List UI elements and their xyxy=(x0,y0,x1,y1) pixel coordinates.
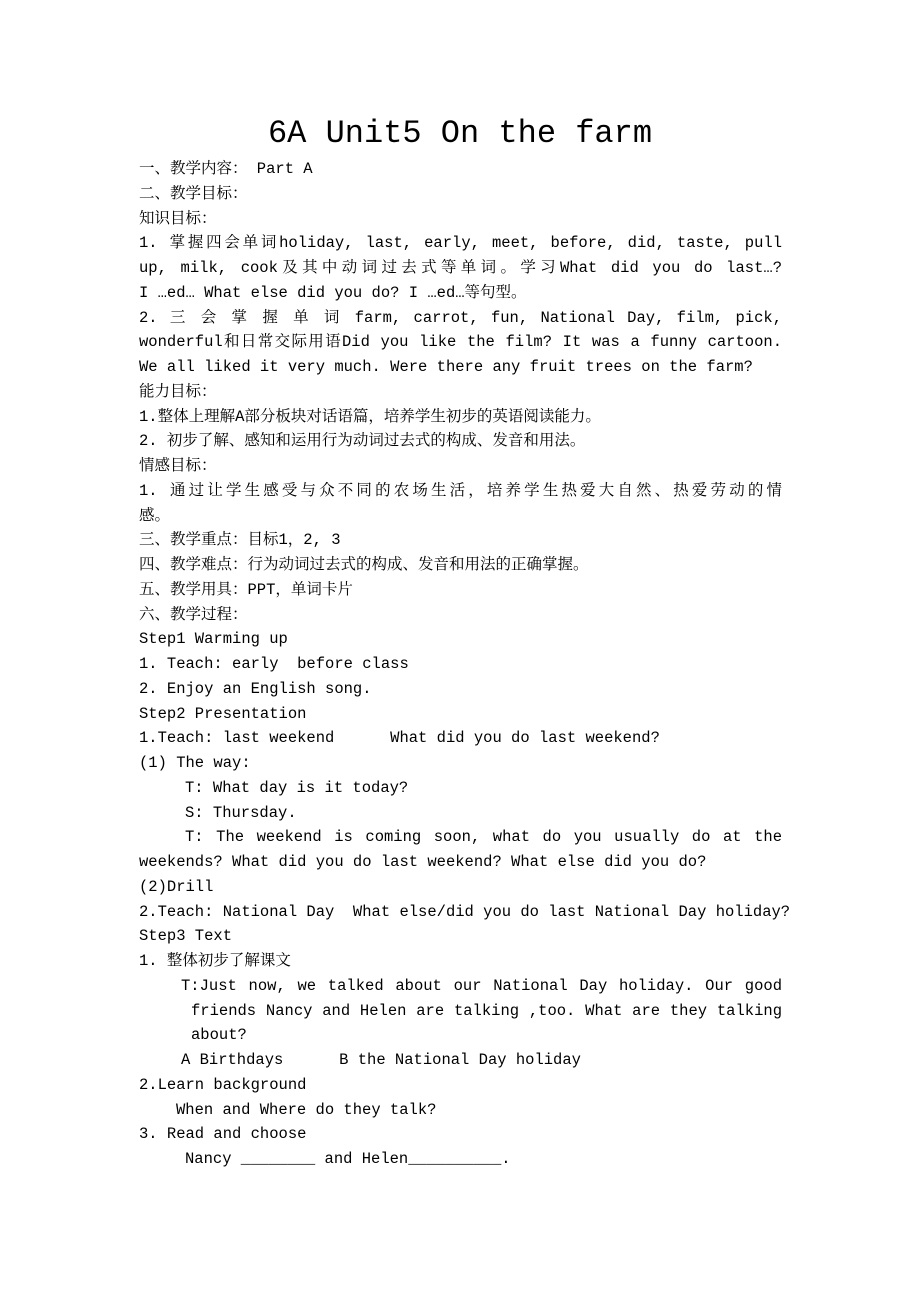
text-line: 能力目标： xyxy=(139,382,217,401)
text-line: 二、教学目标： xyxy=(139,184,248,203)
text-line: 2.Teach: National Day What else/did you do last National Day holiday? xyxy=(139,902,791,921)
text-line: 一、教学内容： Part A xyxy=(139,160,313,178)
text-line: T: The weekend is coming soon, what do you usually do at the xyxy=(185,828,782,847)
document-body xyxy=(139,157,791,1172)
text-line: 三、教学重点：目标1，2, 3 xyxy=(139,531,341,550)
text-line: (2)Drill xyxy=(139,877,214,896)
text-line: A Birthdays B the National Day holiday xyxy=(181,1051,581,1069)
text-line: S: Thursday. xyxy=(185,803,297,822)
text-line: 2.Learn background xyxy=(139,1075,307,1094)
text-line: 1. Teach: early before class xyxy=(139,655,409,673)
text-line: When and Where do they talk? xyxy=(176,1100,437,1119)
text-line: We all liked it very much. Were there any fruit trees on the farm? xyxy=(139,358,753,376)
text-line: 六、教学过程： xyxy=(139,605,248,624)
text-line: up, milk, cook及其中动词过去式等单词。学习What did you do last…? xyxy=(139,259,782,277)
text-line: Step1 Warming up xyxy=(139,630,288,649)
text-line: 1. 通过让学生感受与众不同的农场生活，培养学生热爱大自然、热爱劳动的情 xyxy=(139,481,782,500)
text-line: Step3 Text xyxy=(139,927,233,946)
text-line: 情感目标： xyxy=(139,457,217,475)
text-line: 2. 初步了解、感知和运用行为动词过去式的构成、发音和用法。 xyxy=(139,432,586,451)
text-line: 2. Enjoy an English song. xyxy=(139,679,372,698)
text-line: (1) The way: xyxy=(139,754,251,772)
text-line: 知识目标： xyxy=(139,209,217,228)
text-line: 1.Teach: last weekend What did you do last weekend? xyxy=(139,729,660,748)
text-line: I …ed… What else did you do? I …ed…等句型。 xyxy=(139,283,527,302)
text-line: 3. Read and choose xyxy=(139,1125,307,1144)
document-title: 6A Unit5 On the farm xyxy=(267,115,653,152)
text-line: 四、教学难点：行为动词过去式的构成、发音和用法的正确掌握。 xyxy=(139,556,589,574)
text-line: friends Nancy and Helen are talking ,too. What are they talking xyxy=(191,1001,782,1020)
text-line: wonderful和日常交际用语Did you like the film? It was a funny cartoon. xyxy=(139,333,782,352)
text-line: Step2 Presentation xyxy=(139,704,307,723)
text-line: 感。 xyxy=(139,506,171,525)
text-line: 五、教学用具：PPT，单词卡片 xyxy=(139,580,353,599)
text-line: Nancy ________ and Helen__________. xyxy=(185,1150,511,1168)
text-line: T:Just now, we talked about our National Day holiday. Our good xyxy=(181,976,782,995)
text-line: about? xyxy=(191,1026,247,1045)
text-line: 1. 掌握四会单词holiday, last, early, meet, before, did, taste, pull xyxy=(139,234,782,253)
text-line: 1.整体上理解A部分板块对话语篇，培养学生初步的英语阅读能力。 xyxy=(139,407,601,426)
text-line: weekends? What did you do last weekend? What else did you do? xyxy=(139,853,707,871)
text-line: 2. 三 会 掌 握 单 词 farm, carrot, fun, National Day, film, pick, xyxy=(139,308,782,327)
text-line: T: What day is it today? xyxy=(185,778,409,797)
text-line: 1. 整体初步了解课文 xyxy=(139,952,291,970)
